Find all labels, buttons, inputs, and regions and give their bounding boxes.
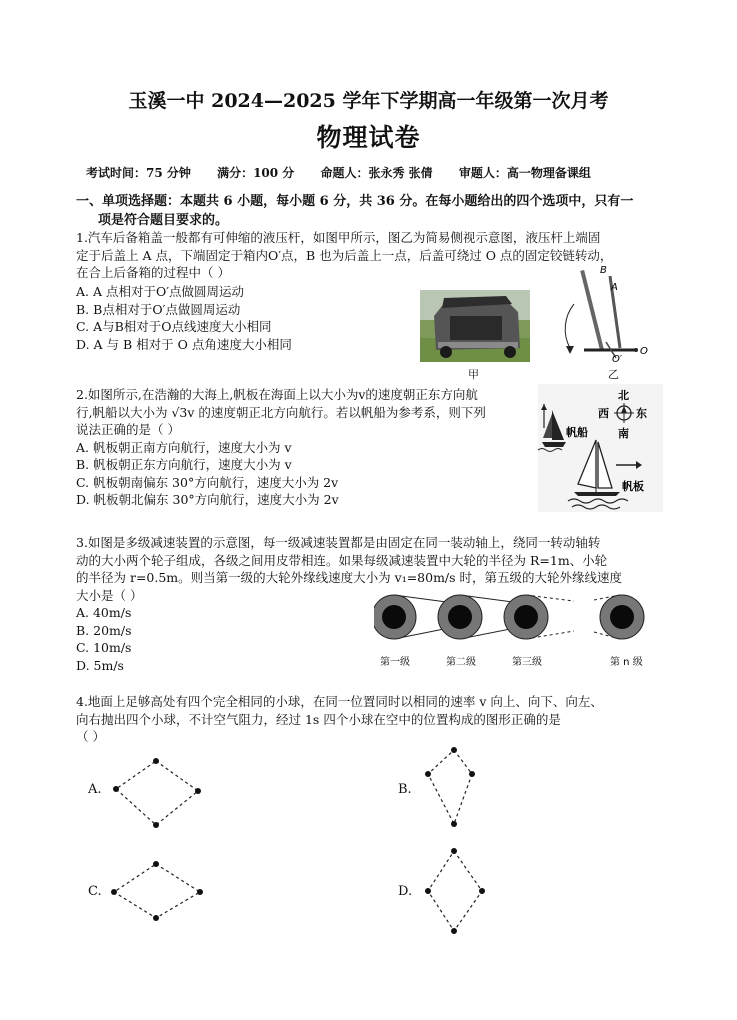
q4-option-a-label: A. xyxy=(88,782,102,797)
q4-option-d-label: D. xyxy=(398,884,413,899)
question-4-stem xyxy=(76,693,676,746)
compass-north: 北 xyxy=(618,389,629,402)
q1-line: 定于后盖上 A 点，下端固定于箱内O′点，B 也为后盖上一点，后盖可绕过 O 点的固定铰链转动， xyxy=(76,247,613,263)
car-trunk-photo xyxy=(420,290,530,362)
q2-option-c: C. 帆板朝南偏东 30°方向航行，速度大小为 2v xyxy=(76,474,339,490)
q4-line: 4.地面上足够高处有四个完全相同的小球，在同一位置同时以相同的速率 v 向上、向下、向左、 xyxy=(76,694,603,709)
wheel-stage-n xyxy=(600,595,644,639)
q2-line: 行,帆船以大小为 √3v 的速度朝正北方向航行。若以帆船为参考系，则下列 xyxy=(76,404,486,420)
q4-option-c-figure xyxy=(108,856,208,926)
q4-option-c-label: C. xyxy=(88,884,102,899)
q4-option-a-figure xyxy=(108,755,208,830)
sailboard-label: 帆板 xyxy=(622,480,644,493)
sailing-diagram xyxy=(538,384,663,512)
question-authors: 命题人：张永秀 张倩 xyxy=(320,166,433,180)
q3-line: 的半径为 r=0.5m。则当第一级的大轮外缘线速度大小为 v₁=80m/s 时，第五级的大轮外缘线速度 xyxy=(76,570,623,585)
compass-south: 南 xyxy=(618,427,629,440)
reviewer: 审题人：高一物理备课组 xyxy=(458,166,591,180)
q3-line: 大小是（ ） xyxy=(76,587,143,603)
q4-option-b-figure xyxy=(416,746,486,831)
label-b: B xyxy=(600,265,607,276)
q1-option-a: A. A 点相对于O′点做圆周运动 xyxy=(76,284,245,299)
q3-line: 3.如图是多级减速装置的示意图，每一级减速装置都是由固定在同一装动轴上，绕同一转动轴转 xyxy=(76,535,601,550)
subject-title: 物理试卷 xyxy=(316,123,421,152)
reduction-gears-diagram xyxy=(374,588,664,670)
trunk-side-diagram xyxy=(556,262,656,372)
q2-line: 说法正确的是（ ） xyxy=(76,422,180,437)
section-heading xyxy=(76,192,666,230)
q1-line: 在合上后备箱的过程中（ ） xyxy=(76,265,230,280)
q4-option-b-label: B. xyxy=(398,782,412,797)
q2-option-a: A. 帆板朝正南方向航行，速度大小为 v xyxy=(76,439,292,455)
full-score: 满分：100 分 xyxy=(217,166,295,180)
q3-option-d: D. 5m/s xyxy=(76,657,124,673)
q4-line: 向右抛出四个小球，不计空气阻力，经过 1s 四个小球在空中的位置构成的图形正确的是 xyxy=(76,711,561,727)
label-o-prime: O′ xyxy=(612,354,623,365)
q4-option-d-figure xyxy=(416,845,491,937)
q2-line: 2.如图所示,在浩瀚的大海上,帆板在海面上以大小为v的速度朝正东方向航 xyxy=(76,387,478,402)
q4-line: （ ） xyxy=(76,729,105,744)
q2-option-b: B. 帆板朝正东方向航行，速度大小为 v xyxy=(76,457,292,472)
wheel-stage-3 xyxy=(504,595,548,639)
q3-option-c: C. 10m/s xyxy=(76,640,132,655)
wheel-stage-1 xyxy=(374,595,416,639)
exam-info xyxy=(86,164,686,181)
question-3-options xyxy=(76,604,276,674)
q3-option-a: A. 40m/s xyxy=(76,605,132,620)
section-line-1: 一、单项选择题：本题共 6 小题，每小题 6 分，共 36 分。在每小题给出的四个选项中，只有一 xyxy=(76,194,634,209)
question-2-stem xyxy=(76,386,546,509)
exam-title: 玉溪一中 2024—2025 学年下学期高一年级第一次月考 xyxy=(128,90,609,112)
fig-jia-label: 甲 xyxy=(468,368,479,381)
q3-line: 动的大小两个轮子组成，各级之间用皮带相连。如果每级减速装置中大轮的半径为 R=1m、小轮 xyxy=(76,552,608,568)
label-a: A xyxy=(611,282,618,293)
q1-option-c: C. A与B相对于O点线速度大小相同 xyxy=(76,319,272,334)
section-line-2: 项是符合题目要求的。 xyxy=(98,213,229,228)
stage-3-label: 第三级 xyxy=(512,657,542,668)
q1-option-d: D. A 与 B 相对于 O 点角速度大小相同 xyxy=(76,336,292,352)
stage-1-label: 第一级 xyxy=(380,657,410,668)
q1-line: 1.汽车后备箱盖一般都有可伸缩的液压杆，如图甲所示，图乙为简易侧视示意图，液压杆上端固 xyxy=(76,230,601,245)
q2-option-d: D. 帆板朝北偏东 30°方向航行，速度大小为 2v xyxy=(76,492,339,507)
stage-2-label: 第二级 xyxy=(446,657,476,668)
label-o: O xyxy=(640,346,648,357)
fig-yi-label: 乙 xyxy=(608,368,619,381)
q3-option-b: B. 20m/s xyxy=(76,622,132,638)
wheel-stage-2 xyxy=(438,595,482,639)
compass-west: 西 xyxy=(598,407,609,420)
sailboat-label: 帆船 xyxy=(566,426,588,439)
stage-n-label: 第 n 级 xyxy=(610,657,643,668)
compass-east: 东 xyxy=(636,407,647,420)
q1-option-b: B. B点相对于O′点做圆周运动 xyxy=(76,301,241,317)
question-1-options xyxy=(76,283,406,353)
exam-time: 考试时间：75 分钟 xyxy=(86,166,191,180)
